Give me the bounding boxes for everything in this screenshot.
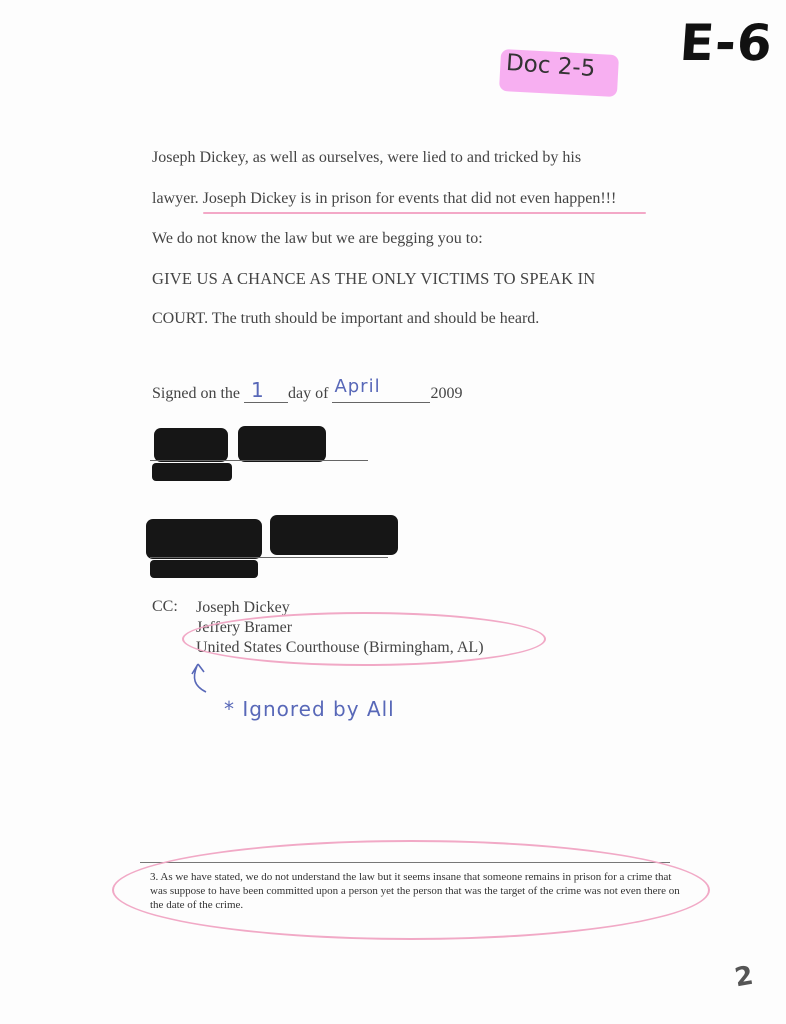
- doc-label: Doc 2-5: [505, 49, 597, 83]
- body-line-1: Joseph Dickey, as well as ourselves, were lied to and tricked by his: [152, 149, 582, 166]
- arrow-icon: [186, 660, 226, 696]
- page-mark: 2: [732, 960, 756, 994]
- signed-line: [152, 376, 463, 403]
- redacted-signature-2b: [270, 515, 398, 555]
- signed-year: 2009: [430, 385, 463, 402]
- body-line-4: GIVE US A CHANCE AS THE ONLY VICTIMS TO SPEAK IN: [152, 269, 596, 288]
- signed-prefix: Signed on the: [152, 385, 240, 402]
- month-blank: [332, 376, 430, 403]
- body-line-5: COURT. The truth should be important and should be heard.: [152, 310, 540, 327]
- pink-circle-cc: [182, 612, 546, 666]
- pink-circle-footnote: [112, 840, 710, 940]
- cc-label: CC:: [152, 598, 178, 615]
- cc-recipient: United States Courthouse (Birmingham, AL): [196, 639, 484, 656]
- redacted-printed-name-2: [150, 560, 258, 578]
- redacted-printed-name-1: [152, 463, 232, 481]
- pink-underline: [203, 212, 646, 214]
- signature-line-1: [150, 460, 368, 461]
- signature-line-2: [150, 557, 388, 558]
- day-value: 1: [251, 378, 264, 402]
- day-blank: [244, 378, 288, 403]
- footnote-text: 3. As we have stated, we do not understand the law but it seems insane that someone remains in prison for a crime that was suppose to have been committed upon a person yet the person that was the target of the crime was not even there on the date of the crime.: [150, 871, 680, 911]
- body-line-3: We do not know the law but we are begging you to:: [152, 230, 483, 247]
- body-line-2: lawyer. Joseph Dickey is in prison for events that did not even happen!!!: [152, 190, 617, 207]
- cc-recipient: Jeffery Bramer: [196, 619, 293, 636]
- month-value: April: [334, 376, 381, 397]
- redacted-signature-1b: [238, 426, 326, 462]
- handwritten-note: * Ignored by All: [224, 697, 395, 721]
- redacted-signature-2a: [146, 519, 262, 559]
- redacted-signature-1a: [154, 428, 228, 462]
- signed-middle: day of: [288, 385, 329, 402]
- cc-recipient: Joseph Dickey: [196, 599, 290, 616]
- exhibit-label: E-6: [677, 14, 775, 72]
